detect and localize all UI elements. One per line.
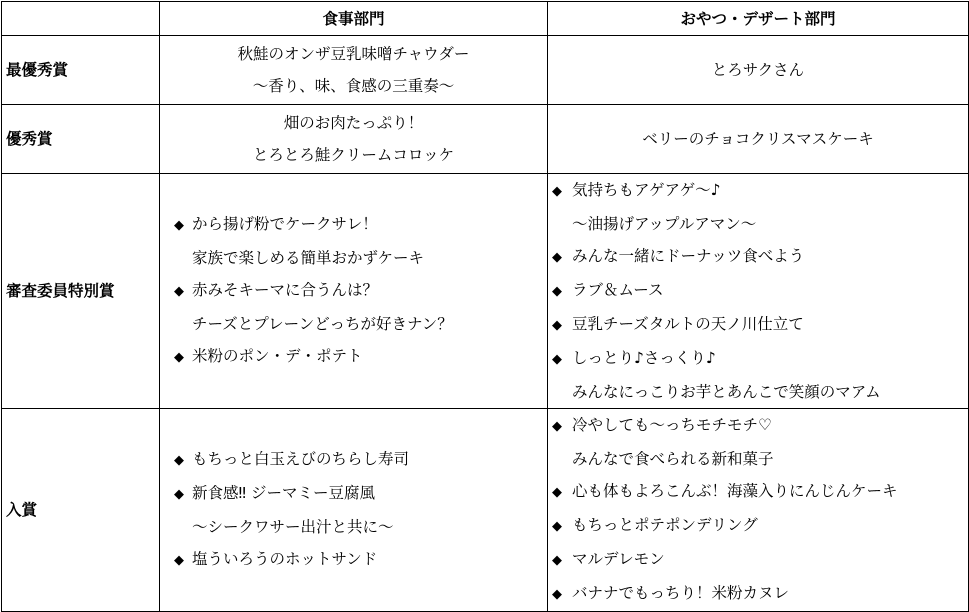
list-item bbox=[160, 443, 547, 477]
dessert-cell bbox=[548, 36, 969, 105]
list-item bbox=[548, 308, 968, 342]
header-dessert: おやつ・デザート部門 bbox=[548, 2, 969, 36]
entry-line: ～油揚げアップルアマン～ bbox=[572, 215, 757, 233]
entry-line: ベリーのチョコクリスマスケーキ bbox=[642, 130, 874, 148]
list-item bbox=[160, 274, 547, 340]
header-blank-cell bbox=[2, 2, 160, 36]
entry-line: みんなにっこりお芋とあんこで笑顔のマアム bbox=[572, 383, 881, 401]
list-item bbox=[548, 543, 968, 577]
list-item bbox=[548, 240, 968, 274]
list-item bbox=[548, 174, 968, 240]
list-item bbox=[160, 208, 547, 274]
entry-line: とろサクさん bbox=[711, 61, 805, 79]
diamond-bullet-icon: ◆ bbox=[174, 453, 184, 468]
diamond-bullet-icon: ◆ bbox=[552, 553, 562, 568]
entry-line: ラブ＆ムース bbox=[572, 281, 664, 299]
entry-line: 豆乳チーズタルトの天ノ川仕立て bbox=[572, 315, 804, 333]
entry-line: バナナでもっちり！米粉カヌレ bbox=[572, 584, 790, 602]
category-label: 審査委員特別賞 bbox=[2, 174, 160, 409]
diamond-bullet-icon: ◆ bbox=[552, 485, 562, 500]
header-row bbox=[2, 2, 969, 36]
entry-line: 家族で楽しめる簡単おかずケーキ bbox=[192, 249, 425, 267]
diamond-bullet-icon: ◆ bbox=[552, 352, 562, 367]
diamond-bullet-icon: ◆ bbox=[552, 519, 562, 534]
food-cell bbox=[160, 409, 548, 612]
category-label: 入賞 bbox=[2, 409, 160, 612]
dessert-cell bbox=[548, 105, 969, 174]
entry-line: 気持ちもアゲアゲ～♪ bbox=[572, 181, 721, 199]
entry-line: 新食感‼ ジーマミー豆腐風 bbox=[192, 484, 375, 502]
row-judges-special-prize bbox=[2, 174, 969, 409]
list-item bbox=[548, 577, 968, 611]
row-excellence-prize bbox=[2, 105, 969, 174]
row-grand-prize bbox=[2, 36, 969, 105]
diamond-bullet-icon: ◆ bbox=[174, 284, 184, 299]
entry-line: みんなで食べられる新和菓子 bbox=[572, 450, 774, 468]
entry-line: マルデレモン bbox=[572, 550, 665, 568]
entry-line: しっとり♪さっくり♪ bbox=[572, 349, 716, 367]
awards-table bbox=[1, 1, 969, 612]
entry-line: チーズとプレーンどっちが好きナン？ bbox=[192, 315, 453, 333]
diamond-bullet-icon: ◆ bbox=[552, 419, 562, 434]
entry-line: もちっと白玉えびのちらし寿司 bbox=[192, 450, 410, 468]
row-winning-prize bbox=[2, 409, 969, 612]
food-cell bbox=[160, 36, 548, 105]
diamond-bullet-icon: ◆ bbox=[174, 218, 184, 233]
list-item bbox=[160, 340, 547, 374]
diamond-bullet-icon: ◆ bbox=[552, 284, 562, 299]
diamond-bullet-icon: ◆ bbox=[552, 250, 562, 265]
entry-line: 塩ういろうのホットサンド bbox=[192, 550, 378, 568]
entry-line: とろとろ鮭クリームコロッケ bbox=[252, 146, 455, 164]
entry-line: 畑のお肉たっぷり！ bbox=[283, 114, 424, 132]
entry-line: から揚げ粉でケークサレ！ bbox=[192, 215, 378, 233]
entry-line: 赤みそキーマに合うんは？ bbox=[192, 281, 379, 299]
category-label: 優秀賞 bbox=[2, 105, 160, 174]
dessert-cell bbox=[548, 409, 969, 612]
category-label: 最優秀賞 bbox=[2, 36, 160, 105]
list-item bbox=[548, 409, 968, 475]
list-item bbox=[160, 543, 547, 577]
entry-line: 秋鮭のオンザ豆乳味噌チャウダー bbox=[237, 45, 470, 63]
entry-line: ～シークワサー出汁と共に～ bbox=[192, 518, 394, 536]
diamond-bullet-icon: ◆ bbox=[552, 318, 562, 333]
entry-line: 冷やしても～っちモチモチ♡ bbox=[572, 416, 772, 434]
entry-line: 心も体もよろこんぶ！海藻入りにんじんケーキ bbox=[572, 482, 898, 500]
food-cell bbox=[160, 174, 548, 409]
entry-line: 米粉のポン・デ・ポテト bbox=[192, 347, 363, 365]
entry-line: もちっとポテポンデリング bbox=[572, 516, 758, 534]
dessert-cell bbox=[548, 174, 969, 409]
entry-line: みんな一緒にドーナッツ食べよう bbox=[572, 247, 805, 265]
entry-line: ～香り、味、食感の三重奏～ bbox=[252, 77, 455, 95]
diamond-bullet-icon: ◆ bbox=[174, 553, 184, 568]
diamond-bullet-icon: ◆ bbox=[552, 184, 562, 199]
list-item bbox=[160, 477, 547, 543]
list-item bbox=[548, 342, 968, 408]
diamond-bullet-icon: ◆ bbox=[552, 587, 562, 602]
diamond-bullet-icon: ◆ bbox=[174, 487, 184, 502]
list-item bbox=[548, 475, 968, 509]
header-food: 食事部門 bbox=[160, 2, 548, 36]
food-cell bbox=[160, 105, 548, 174]
list-item bbox=[548, 274, 968, 308]
diamond-bullet-icon: ◆ bbox=[174, 350, 184, 365]
list-item bbox=[548, 509, 968, 543]
